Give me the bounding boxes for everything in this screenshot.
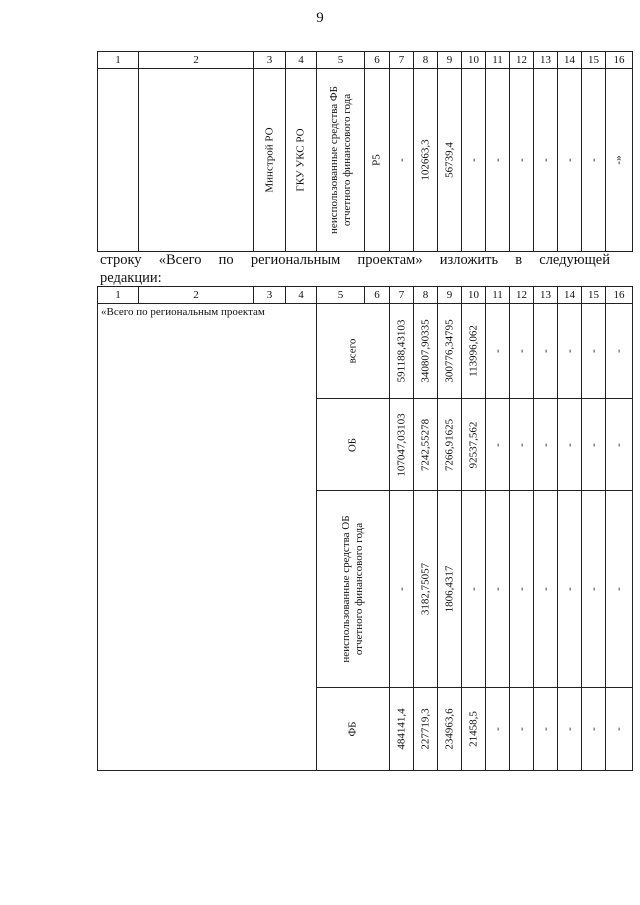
value-text: - [587, 349, 599, 353]
value-cell [582, 399, 606, 491]
header-cell: 15 [582, 287, 606, 304]
header-cell: 16 [606, 287, 633, 304]
value-cell [438, 491, 462, 688]
value-cell [438, 399, 462, 491]
value-text: - [612, 349, 625, 353]
value-text: - [515, 587, 527, 591]
table-1-header-row [98, 52, 633, 69]
header-cell: 3 [254, 52, 286, 69]
cell-source [317, 69, 365, 252]
value-cell [558, 69, 582, 252]
table-2 [97, 286, 633, 771]
value-cell [558, 491, 582, 688]
cell-ministry [254, 69, 286, 252]
value-cell [534, 688, 558, 771]
header-cell: 7 [390, 52, 414, 69]
empty-cell [139, 69, 254, 252]
header-cell: 8 [414, 52, 438, 69]
value-cell [438, 69, 462, 252]
value-cell [582, 304, 606, 399]
value-text: - [563, 158, 575, 162]
source-cell [317, 688, 390, 771]
header-cell: 13 [534, 287, 558, 304]
header-cell: 3 [254, 287, 286, 304]
value-cell [606, 688, 633, 771]
value-text: - [539, 442, 551, 447]
value-cell [558, 304, 582, 399]
header-cell: 15 [582, 52, 606, 69]
value-text: - [491, 727, 503, 731]
value-text: - [467, 587, 479, 591]
header-cell: 7 [390, 287, 414, 304]
header-cell: 4 [286, 287, 317, 304]
value-text: 7242,55278 [419, 418, 431, 471]
header-cell: 11 [486, 52, 510, 69]
value-cell [390, 491, 414, 688]
empty-cell [98, 69, 139, 252]
value-cell [486, 491, 510, 688]
page-number: 9 [316, 10, 324, 26]
value-cell [510, 688, 534, 771]
value-cell [510, 399, 534, 491]
header-cell: 10 [462, 287, 486, 304]
header-cell: 9 [438, 287, 462, 304]
value-cell [486, 69, 510, 252]
header-cell: 13 [534, 52, 558, 69]
value-text: - [587, 442, 599, 447]
header-cell: 11 [486, 287, 510, 304]
value-cell [534, 491, 558, 688]
value-text: 1806,4317 [443, 565, 455, 613]
value-cell [462, 69, 486, 252]
header-cell: 1 [98, 287, 139, 304]
value-cell [606, 491, 633, 688]
value-cell [606, 304, 633, 399]
header-cell: 14 [558, 287, 582, 304]
value-cell [582, 688, 606, 771]
value-cell [606, 399, 633, 491]
source-text: ОБ [346, 437, 359, 452]
value-cell [462, 399, 486, 491]
value-cell [414, 304, 438, 399]
value-text: - [539, 349, 551, 353]
value-cell [462, 688, 486, 771]
value-text: 21458,5 [467, 711, 479, 747]
value-cell [486, 304, 510, 399]
table-1 [97, 51, 633, 252]
total-label: «Всего по региональным проектам [101, 306, 265, 318]
table-1-data-row [98, 69, 633, 252]
header-cell: 14 [558, 52, 582, 69]
ministry-text: Минстрой РО [263, 127, 275, 193]
header-cell: 5 [317, 287, 365, 304]
value-cell [414, 491, 438, 688]
value-text: - [491, 158, 503, 162]
value-cell [462, 304, 486, 399]
table-2-header-row [98, 287, 633, 304]
source-cell [317, 491, 390, 688]
value-text: 227719,3 [419, 708, 431, 750]
value-text: - [563, 727, 575, 731]
value-cell [414, 69, 438, 252]
header-cell: 2 [139, 52, 254, 69]
value-text: 234963,6 [443, 708, 455, 750]
value-cell [558, 399, 582, 491]
value-text: - [515, 349, 527, 353]
value-text: 591188,43103 [395, 319, 407, 383]
code-text: Р5 [370, 154, 383, 166]
value-cell [390, 304, 414, 399]
header-cell: 9 [438, 52, 462, 69]
value-text: - [587, 727, 599, 731]
value-cell [558, 688, 582, 771]
value-cell [390, 399, 414, 491]
value-text: 113996,062 [467, 325, 479, 377]
instruction-line-2: редакции: [100, 270, 162, 286]
value-cell [438, 688, 462, 771]
value-text: - [491, 587, 503, 591]
value-text: - [587, 587, 599, 591]
header-cell: 6 [365, 287, 390, 304]
value-cell [606, 69, 633, 252]
header-cell: 2 [139, 287, 254, 304]
instruction-line-1: строку «Всего по региональным проектам» изложить в следующей [100, 252, 610, 268]
value-text: - [539, 158, 551, 162]
value-cell [438, 304, 462, 399]
value-cell [582, 491, 606, 688]
value-text: - [515, 442, 527, 447]
header-cell: 12 [510, 52, 534, 69]
header-cell: 8 [414, 287, 438, 304]
value-text: - [491, 442, 503, 447]
value-text: - [395, 587, 407, 591]
value-text: - [612, 587, 625, 591]
header-cell: 16 [606, 52, 633, 69]
value-text: - [467, 158, 479, 162]
value-cell [414, 688, 438, 771]
value-cell [510, 491, 534, 688]
value-cell [534, 304, 558, 399]
source-text: ФБ [346, 721, 359, 737]
header-cell: 12 [510, 287, 534, 304]
header-cell: 5 [317, 52, 365, 69]
value-text: 102663,3 [419, 139, 431, 181]
value-cell [510, 304, 534, 399]
value-text: 7266,91625 [443, 418, 455, 471]
source-text: всего [346, 338, 359, 364]
value-text: 107047,03103 [395, 412, 407, 477]
value-text: - [612, 442, 625, 447]
value-cell [582, 69, 606, 252]
value-cell [390, 69, 414, 252]
header-cell: 1 [98, 52, 139, 69]
value-text: - [563, 442, 575, 447]
source-text: неиспользованные средства ОБ отчетного финансового года [340, 515, 365, 663]
value-text: 300776,34795 [443, 319, 455, 383]
value-text: 484141,4 [395, 708, 407, 750]
value-text: - [539, 587, 551, 591]
value-cell [414, 399, 438, 491]
value-text: 340807,90335 [419, 319, 431, 383]
header-cell: 6 [365, 52, 390, 69]
value-text: - [587, 158, 599, 162]
value-text: - [539, 727, 551, 731]
value-cell [486, 688, 510, 771]
source-cell [317, 399, 390, 491]
value-text: - [612, 727, 625, 731]
source-text: неиспользованные средства ФБ отчетного финансового года [327, 86, 353, 234]
value-text: - [563, 349, 575, 353]
value-text: - [491, 349, 503, 353]
value-text: 56739,4 [443, 142, 455, 178]
value-cell [486, 399, 510, 491]
cell-executor [286, 69, 317, 252]
executor-text: ГКУ УКС РО [294, 128, 307, 192]
value-cell [390, 688, 414, 771]
value-text: 92537,562 [467, 421, 479, 468]
value-cell [534, 399, 558, 491]
value-text: -» [612, 155, 625, 165]
cell-code [365, 69, 390, 252]
value-text: - [395, 158, 407, 162]
header-cell: 4 [286, 52, 317, 69]
value-cell [510, 69, 534, 252]
header-cell: 10 [462, 52, 486, 69]
value-text: - [515, 158, 527, 162]
value-text: 3182,75057 [419, 562, 431, 616]
source-cell [317, 304, 390, 399]
value-text: - [563, 587, 575, 591]
value-cell [534, 69, 558, 252]
value-text: - [515, 727, 527, 731]
value-cell [462, 491, 486, 688]
total-label-cell [98, 304, 317, 771]
table-row [98, 304, 633, 399]
